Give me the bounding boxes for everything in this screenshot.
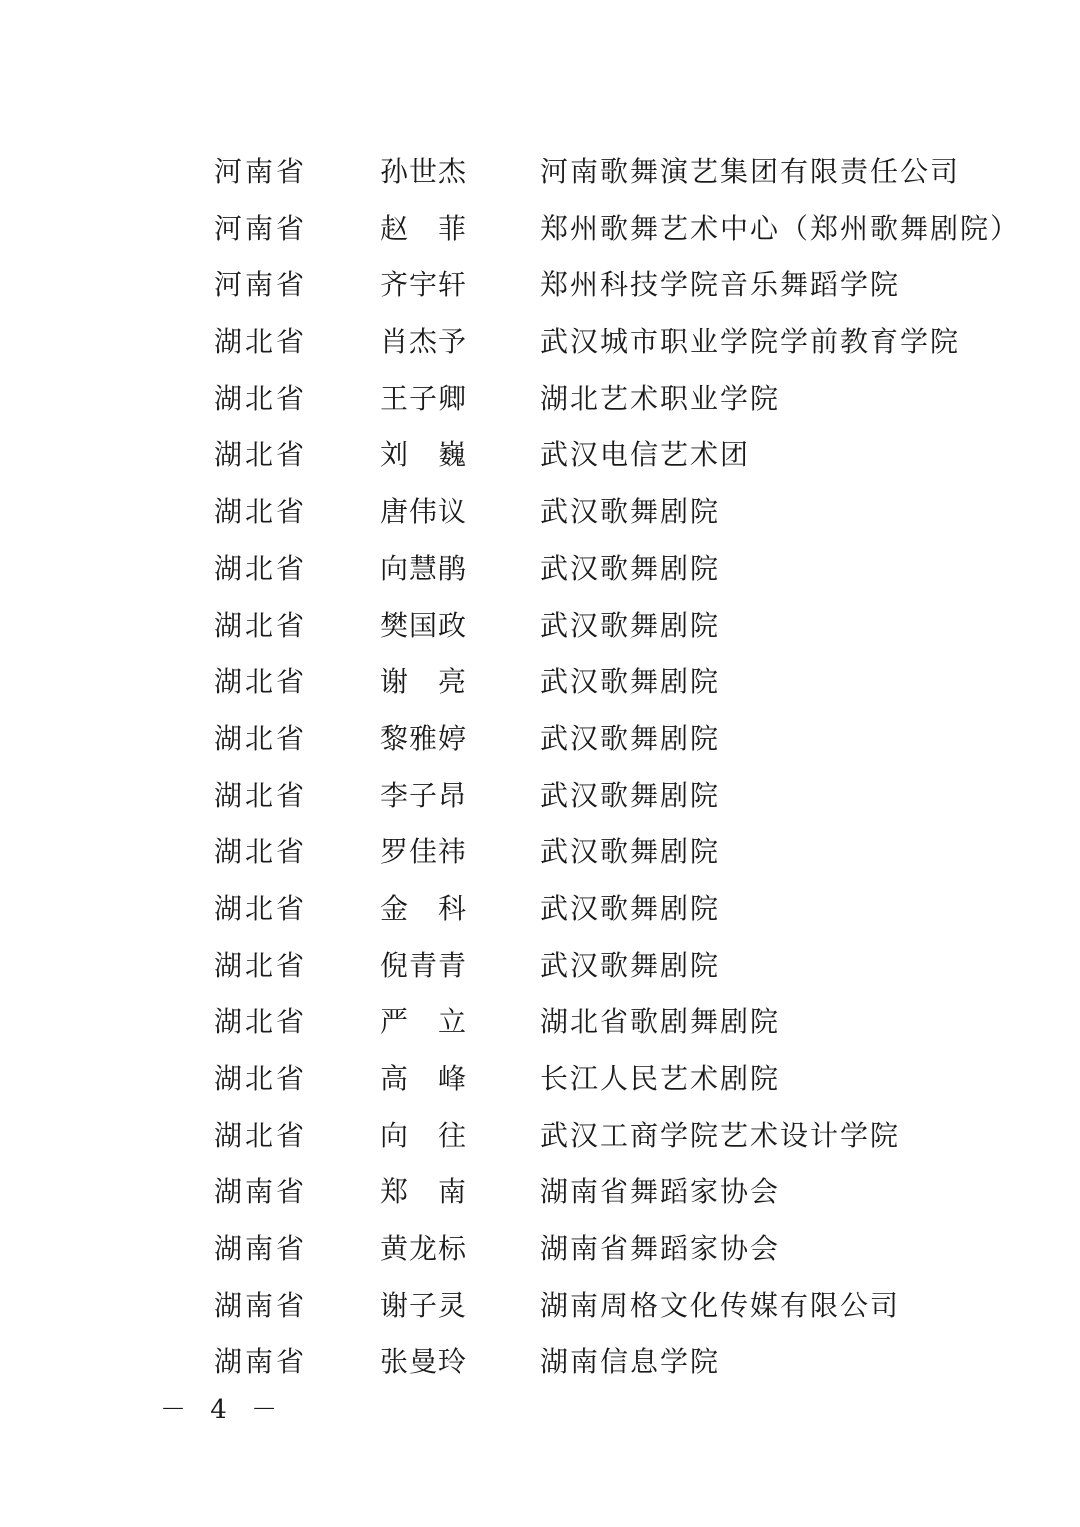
list-item (0, 484, 1080, 541)
list-item (0, 881, 1080, 938)
list-item (0, 711, 1080, 768)
province-cell: 湖南省 (214, 1175, 308, 1209)
person-name-cell: 孙 世 杰 (380, 155, 466, 188)
province-cell: 湖北省 (214, 1118, 308, 1152)
province-cell: 湖北省 (214, 948, 308, 982)
list-item (0, 938, 1080, 995)
person-name-cell: 郑 南 (380, 1175, 466, 1209)
person-name-cell: 高 峰 (380, 1062, 466, 1095)
list-item (0, 371, 1080, 428)
list-item (0, 1334, 1080, 1391)
person-name-cell: 樊 国 政 (380, 608, 466, 642)
province-cell: 湖北省 (214, 891, 308, 925)
province-cell: 湖北省 (214, 1005, 308, 1039)
province-cell: 湖南省 (214, 1232, 308, 1266)
province-cell: 湖北省 (214, 721, 308, 755)
organization-cell: 湖北省歌剧舞剧院 (540, 1005, 781, 1039)
person-name-cell: 肖 杰 予 (380, 325, 466, 359)
person-name-cell: 张 曼 玲 (380, 1345, 466, 1379)
province-cell: 湖北省 (214, 1062, 308, 1095)
province-cell: 河南省 (214, 211, 308, 245)
organization-cell: 湖南周格文化传媒有限公司 (540, 1288, 901, 1322)
organization-cell: 湖北艺术职业学院 (540, 381, 781, 415)
person-name-cell: 倪 青 青 (380, 948, 466, 982)
person-name-cell: 向 往 (380, 1118, 466, 1152)
province-cell: 湖北省 (214, 778, 308, 812)
organization-cell: 武汉歌舞剧院 (540, 665, 721, 699)
organization-cell: 河南歌舞演艺集团有限责任公司 (540, 155, 961, 188)
organization-cell: 武汉歌舞剧院 (540, 551, 721, 585)
list-item (0, 768, 1080, 825)
list-item (0, 654, 1080, 711)
list-item (0, 201, 1080, 258)
organization-cell: 武汉歌舞剧院 (540, 608, 721, 642)
person-name-cell: 黄 龙 标 (380, 1232, 466, 1266)
list-item (0, 1164, 1080, 1221)
list-item (0, 257, 1080, 314)
province-cell: 湖北省 (214, 438, 308, 472)
person-name-cell: 谢 亮 (380, 665, 466, 699)
province-cell: 湖北省 (214, 325, 308, 359)
list-item (0, 598, 1080, 655)
person-name-cell: 唐 伟 议 (380, 495, 466, 529)
person-name-cell: 严 立 (380, 1005, 466, 1039)
organization-cell: 郑州歌舞艺术中心（郑州歌舞剧院） (540, 211, 1021, 245)
organization-cell: 长江人民艺术剧院 (540, 1062, 781, 1095)
person-name-cell: 王 子 卿 (380, 381, 466, 415)
province-cell: 湖南省 (214, 1345, 308, 1379)
person-name-cell: 金 科 (380, 891, 466, 925)
person-name-cell: 谢 子 灵 (380, 1288, 466, 1322)
province-cell: 湖南省 (214, 1288, 308, 1322)
province-cell: 湖北省 (214, 835, 308, 869)
province-cell: 湖北省 (214, 495, 308, 529)
list-item (0, 824, 1080, 881)
province-cell: 湖北省 (214, 608, 308, 642)
organization-cell: 湖南省舞蹈家协会 (540, 1232, 781, 1266)
organization-cell: 武汉工商学院艺术设计学院 (540, 1118, 901, 1152)
list-item (0, 1108, 1080, 1165)
organization-cell: 湖南信息学院 (540, 1345, 721, 1379)
organization-cell: 湖南省舞蹈家协会 (540, 1175, 781, 1209)
organization-cell: 武汉歌舞剧院 (540, 891, 721, 925)
organization-cell: 武汉歌舞剧院 (540, 778, 721, 812)
province-cell: 湖北省 (214, 381, 308, 415)
list-item (0, 1221, 1080, 1278)
list-item (0, 541, 1080, 598)
organization-cell: 武汉歌舞剧院 (540, 495, 721, 529)
list-item (0, 144, 1080, 201)
person-name-cell: 黎 雅 婷 (380, 721, 466, 755)
province-cell: 河南省 (214, 155, 308, 188)
person-name-cell: 赵 菲 (380, 211, 466, 245)
list-item (0, 994, 1080, 1051)
person-name-cell: 齐 宇 轩 (380, 268, 466, 302)
organization-cell: 武汉歌舞剧院 (540, 721, 721, 755)
list-item (0, 1278, 1080, 1335)
name-list (0, 144, 1080, 1391)
person-name-cell: 李 子 昂 (380, 778, 466, 812)
organization-cell: 武汉电信艺术团 (540, 438, 751, 472)
list-item (0, 1051, 1080, 1108)
organization-cell: 武汉歌舞剧院 (540, 835, 721, 869)
organization-cell: 郑州科技学院音乐舞蹈学院 (540, 268, 901, 302)
page-number: － 4 － (160, 1395, 286, 1425)
province-cell: 湖北省 (214, 551, 308, 585)
list-item (0, 427, 1080, 484)
person-name-cell: 刘 巍 (380, 438, 466, 472)
province-cell: 河南省 (214, 268, 308, 302)
person-name-cell: 罗 佳 祎 (380, 835, 466, 869)
province-cell: 湖北省 (214, 665, 308, 699)
organization-cell: 武汉城市职业学院学前教育学院 (540, 325, 961, 359)
organization-cell: 武汉歌舞剧院 (540, 948, 721, 982)
person-name-cell: 向 慧 鹃 (380, 551, 466, 585)
list-item (0, 314, 1080, 371)
